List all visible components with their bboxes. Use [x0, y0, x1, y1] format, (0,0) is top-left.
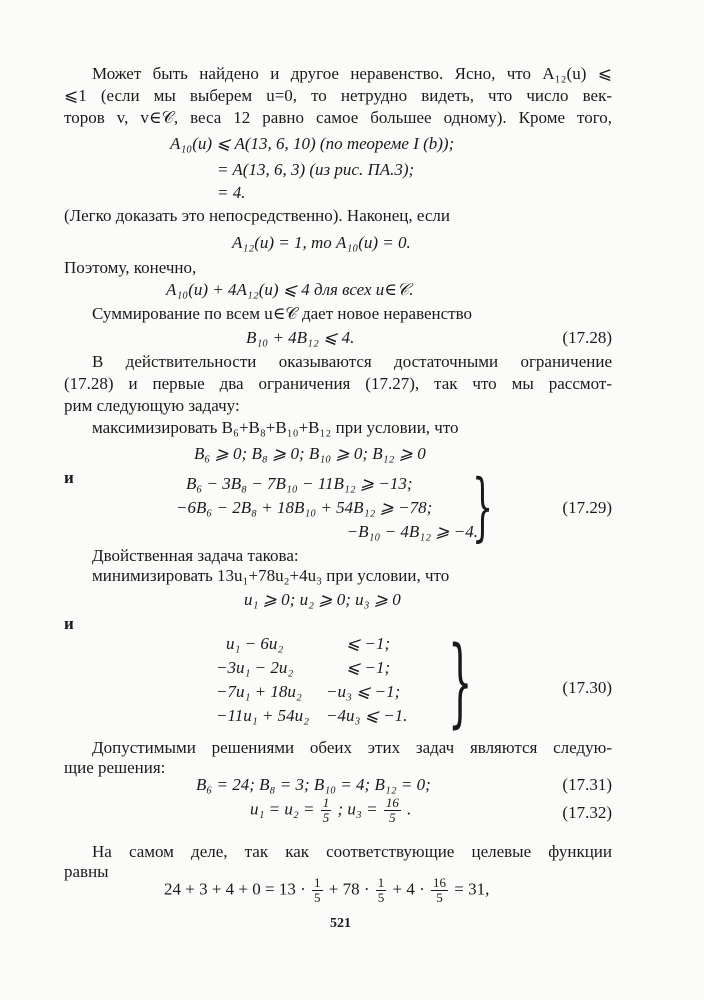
- fraction-numerator: 16: [385, 795, 399, 810]
- text-line: максимизировать B₆+B₈+B₁₀+B₁₂ при условии, что: [92, 418, 459, 437]
- equation: −u₃ ⩽ −1;: [326, 682, 401, 701]
- equation-number: (17.29): [562, 498, 612, 517]
- text-line: и: [64, 614, 74, 633]
- constraint-row: [216, 634, 446, 658]
- fraction-denominator: 5: [389, 810, 396, 825]
- equation-part: ; u₃ =: [337, 799, 378, 819]
- page-number: 521: [330, 916, 351, 931]
- text-line: Поэтому, конечно,: [64, 258, 197, 277]
- equation: −7u₁ + 18u₂: [216, 682, 302, 701]
- equation: −3u₁ − 2u₂: [216, 658, 294, 677]
- equation-part: .: [407, 799, 412, 819]
- right-brace: }: [472, 464, 494, 550]
- equation: ⩽ −1;: [346, 658, 391, 677]
- fraction: [376, 876, 387, 905]
- constraint-row: [216, 682, 446, 706]
- text-line: На самом деле, так как соответствующие целевые функции: [92, 842, 612, 861]
- text-line: рим следующую задачу:: [64, 396, 240, 415]
- text-line: щие решения:: [64, 758, 166, 777]
- equation: u₁ − 6u₂: [226, 634, 284, 653]
- equation: u₁ ⩾ 0; u₂ ⩾ 0; u₃ ⩾ 0: [244, 590, 401, 609]
- fraction: [431, 876, 448, 905]
- equation: = 4.: [217, 183, 246, 202]
- fraction-numerator: 1: [377, 875, 385, 890]
- equation-part: u₁ = u₂ =: [250, 799, 315, 819]
- equation-number: (17.28): [562, 328, 612, 347]
- text-line: торов v, v∈𝒞, веса 12 равно самое большее одному). Кроме того,: [64, 108, 612, 127]
- equation: −B₁₀ − 4B₁₂ ⩾ −4.: [346, 522, 478, 541]
- equation: A₁₂(u) = 1, то A₁₀(u) = 0.: [232, 233, 411, 252]
- constraint-system: [176, 474, 478, 546]
- fraction-denominator: 5: [322, 810, 330, 825]
- equation-part: + 78 ·: [328, 879, 370, 899]
- fraction-denominator: 5: [436, 890, 443, 905]
- equation: −11u₁ + 54u₂: [216, 706, 310, 725]
- equation: [164, 876, 489, 905]
- equation-number: (17.32): [562, 803, 612, 822]
- text-line: ⩽1 (если мы выберем u=0, то нетрудно видеть, что число век-: [64, 86, 612, 105]
- equation: −4u₃ ⩽ −1.: [326, 706, 408, 725]
- right-brace: }: [448, 626, 473, 738]
- fraction: [384, 796, 401, 825]
- equation: B₆ = 24; B₈ = 3; B₁₀ = 4; B₁₂ = 0;: [196, 775, 431, 794]
- equation: A₁₀(u) ⩽ A(13, 6, 10) (по теореме I (b));: [170, 134, 455, 153]
- equation-number: (17.30): [562, 678, 612, 697]
- text-line: и: [64, 468, 74, 487]
- fraction: [312, 876, 323, 905]
- equation: B₁₀ + 4B₁₂ ⩽ 4.: [246, 328, 355, 347]
- fraction: [321, 796, 332, 825]
- text-line: Допустимыми решениями обеих этих задач являются следую-: [92, 738, 612, 757]
- fraction-numerator: 1: [314, 875, 321, 890]
- equation: A₁₀(u) + 4A₁₂(u) ⩽ 4 для всех u∈𝒞.: [166, 280, 414, 299]
- constraint-system: [216, 634, 446, 730]
- equation: ⩽ −1;: [346, 634, 391, 653]
- text-line: (Легко доказать это непосредственно). Наконец, если: [64, 206, 450, 225]
- text-line: В действительности оказываются достаточными ограничение: [92, 352, 612, 371]
- text-line: (17.28) и первые два ограничения (17.27), так что мы рассмот-: [64, 374, 612, 393]
- equation: = A(13, 6, 3) (из рис. ПА.3);: [217, 160, 415, 179]
- fraction-denominator: 5: [377, 890, 385, 905]
- text-line: Суммирование по всем u∈𝒞 дает новое неравенство: [92, 304, 473, 323]
- constraint-row: [216, 658, 446, 682]
- text-line: Двойственная задача такова:: [92, 546, 299, 565]
- text-line: минимизировать 13u₁+78u₂+4u₃ при условии, что: [92, 566, 450, 585]
- constraint-row: [216, 706, 446, 730]
- equation-number: (17.31): [562, 775, 612, 794]
- equation: [250, 796, 411, 825]
- fraction-numerator: 16: [433, 875, 447, 890]
- equation-part: + 4 ·: [392, 879, 425, 899]
- equation: −6B₆ − 2B₈ + 18B₁₀ + 54B₁₂ ⩾ −78;: [176, 498, 433, 517]
- equation: B₆ ⩾ 0; B₈ ⩾ 0; B₁₀ ⩾ 0; B₁₂ ⩾ 0: [194, 444, 426, 463]
- text-line: Может быть найдено и другое неравенство. Ясно, что A₁₂(u) ⩽: [92, 64, 612, 83]
- equation: B₆ − 3B₈ − 7B₁₀ − 11B₁₂ ⩾ −13;: [186, 474, 413, 493]
- equation-part: 24 + 3 + 4 + 0 = 13 ·: [164, 879, 306, 899]
- equation-part: = 31,: [454, 879, 490, 899]
- fraction-denominator: 5: [314, 890, 321, 905]
- text-line: равны: [64, 862, 109, 881]
- fraction-numerator: 1: [322, 795, 330, 810]
